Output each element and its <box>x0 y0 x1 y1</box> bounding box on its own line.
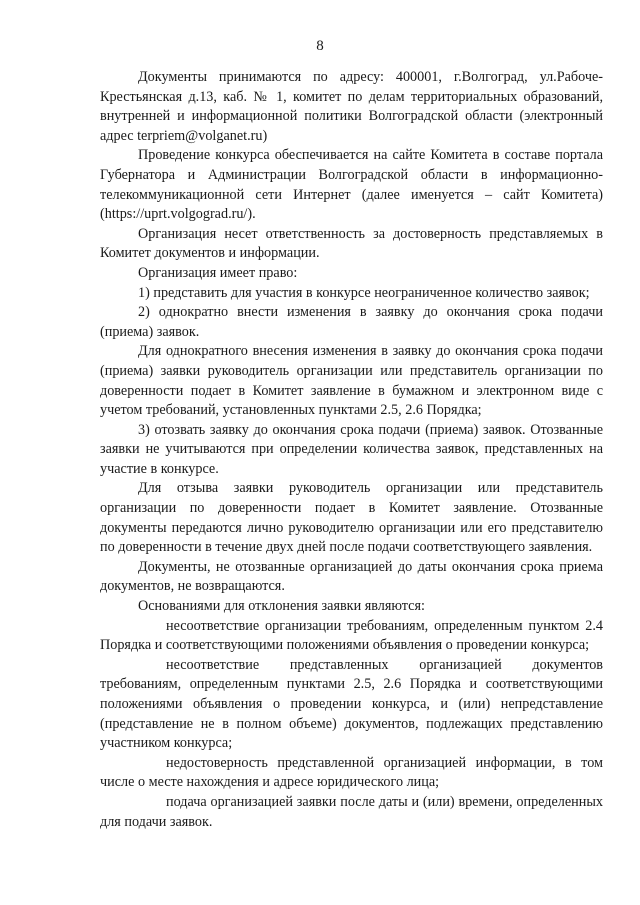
paragraph-rejection-ground-3: недостоверность представленной организацией информации, в том числе о месте нахождения и адресе юридического лица; <box>100 754 603 791</box>
paragraph-submission-address: Документы принимаются по адресу: 400001, г.Волгоград, ул.Рабоче-Крестьянская д.13, каб. № 1, комитет по делам территориальных образований, внутренней и информационной политики Волгоградской области (электронный адрес terpriem@volganet.ru) <box>100 69 603 144</box>
paragraph-right-3: 3) отозвать заявку до окончания срока подачи (приема) заявок. Отозванные заявки не учитываются при определении количества заявок, представленных на участие в конкурсе. <box>100 421 603 477</box>
paragraph-withdraw-procedure: Для отзыва заявки руководитель организации или представитель организации по доверенности подает в Комитет заявление. Отозванные документы передаются лично руководителю организации или его представителю по доверенности в течение двух дней после подачи соответствующего заявления. <box>100 480 603 556</box>
paragraph-rejection-ground-2: несоответствие представленных организацией документов требованиям, определенным пунктами 2.5, 2.6 Порядка и соответствующими положениями объявления о проведении конкурса, и (или) непредставление (представление не в полном объеме) документов, подлежащих представлению участником конкурса; <box>100 656 603 752</box>
paragraph-rights-intro: Организация имеет право: <box>138 264 298 281</box>
paragraph-right-1: 1) представить для участия в конкурсе неограниченное количество заявок; <box>138 284 590 301</box>
paragraph-right-2: 2) однократно внести изменения в заявку до окончания срока подачи (приема) заявок. <box>100 304 603 340</box>
paragraph-change-procedure: Для однократного внесения изменения в заявку до окончания срока подачи (приема) заявки руководитель организации или представитель организации по доверенности подает в Комитет заявление в бумажном и электронном виде с учетом требований, установленных пунктами 2.5, 2.6 Порядка; <box>100 343 603 419</box>
paragraph-contest-website: Проведение конкурса обеспечивается на сайте Комитета в составе портала Губернатора и Администрации Волгоградской области в информационно-телекоммуникационной сети Интернет (далее именуется – сайт Комитета) (https://uprt.volgograd.ru/). <box>100 147 603 223</box>
paragraph-rejection-ground-1: несоответствие организации требованиям, определенным пунктом 2.4 Порядка и соответствующими положениями объявления о проведении конкурса; <box>100 617 603 654</box>
page-number: 8 <box>316 38 324 54</box>
document-body <box>100 68 603 832</box>
paragraph-documents-not-returned: Документы, не отозванные организацией до даты окончания срока приема документов, не возвращаются. <box>100 558 603 595</box>
paragraph-rejection-intro: Основаниями для отклонения заявки являются: <box>138 598 425 615</box>
paragraph-responsibility: Организация несет ответственность за достоверность представляемых в Комитет документов и информации. <box>100 225 603 262</box>
paragraph-rejection-ground-4: подача организацией заявки после даты и (или) времени, определенных для подачи заявок. <box>100 793 603 830</box>
